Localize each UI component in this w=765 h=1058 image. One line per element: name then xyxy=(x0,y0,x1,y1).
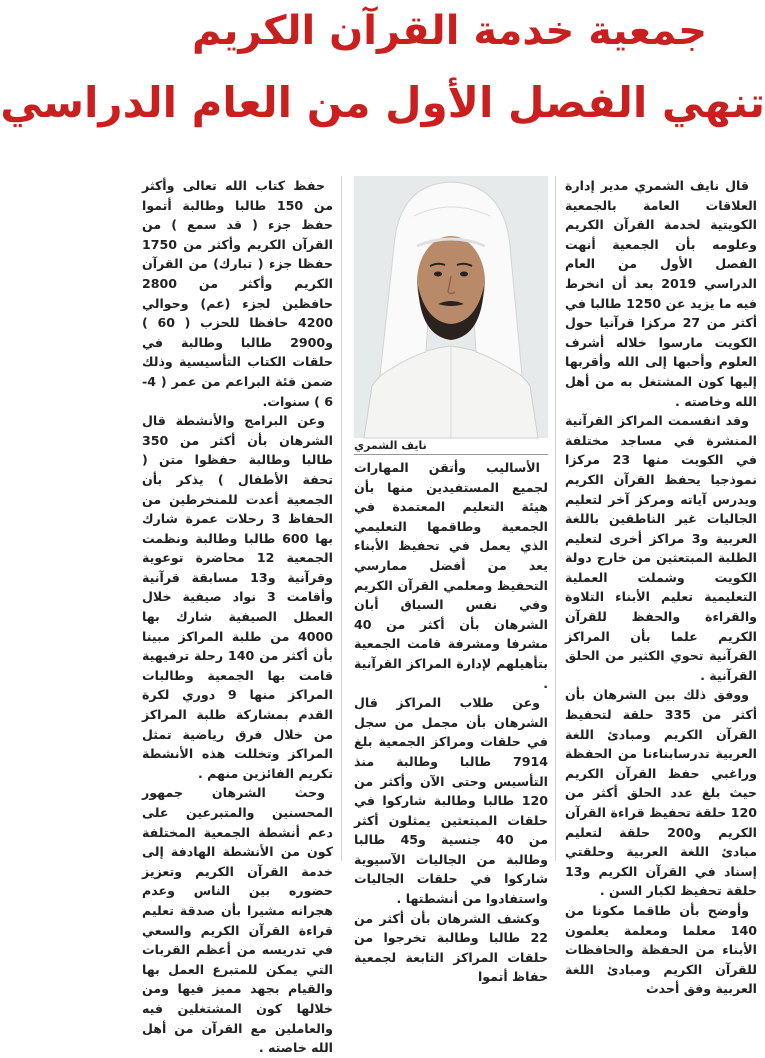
headline-line-2: تنهي الفصل الأول من العام الدراسي xyxy=(0,78,765,127)
paragraph: قال نايف الشمري مدير إدارة العلاقات العامة بالجمعية الكويتية لخدمة القرآن الكريم وعلومه بأن الجمعية أنهت الفصل الأول من العام الدراسي 2019 بعد أن انخرط فيه ما يزيد عن 1250 طالبا في أكثر من 27 مركزا قرآنيا حول الكويت مارسوا خلاله أشرف العلوم وأحبها إلى الله وأقربها إليها كون المشتغل به من أهل الله وخاصته . xyxy=(565,178,758,409)
article-column-middle xyxy=(354,458,548,985)
paragraph: وعن البرامج والأنشطة قال الشرهان بأن أكثر من 350 طالبا وطالبة حفظوا متن ( تحفة الأطفال ) يذكر بأن الجمعية أعدت للمنخرطين من الحفاظ 3 رحلات عمرة شارك بها 600 طالبا وطالبة ونظمت الجمعية 12 محاضرة توعوية وقرآنية و13 مسابقة قرآنية وأقامت 3 نواد صيفية خلال العطل الصيفية شارك بها 4000 من طلبة المراكز مبينا بأن أكثر من 140 رحلة ترفيهية قامت بها الجمعية وطالبات المراكز منها 9 دوري لكرة القدم بمشاركة طلبة المراكز من خلال فرق رياضية تمثل المراكز وتخللت هذه الأنشطة تكريم الفائزين منهم . xyxy=(142,413,333,781)
column-divider xyxy=(341,176,342,861)
article-column-left xyxy=(142,176,333,1056)
article-column-right xyxy=(565,176,758,997)
paragraph: الأساليب وأتقن المهارات لجميع المستفيدين منها بأن هيئة التعليم المعتمدة في الجمعية وطاقمها التعليمي الذي يعمل في تحفيظ الأبناء يعد من أفضل ممارسي التحفيظ ومعلمي القرآن الكريم وفي نفس السياق أبان الشرهان بأن أكثر من 40 مشرفا ومشرفة قامت الجمعية بتأهيلهم لإدارة المراكز القرآنية . xyxy=(354,460,548,691)
headline-line-1: جمعية خدمة القرآن الكريم xyxy=(191,8,708,54)
photo-caption: نايف الشمري xyxy=(354,438,548,455)
column-divider xyxy=(555,176,556,861)
paragraph: ووفق ذلك بين الشرهان بأن أكثر من 335 حلقة لتحفيظ القرآن الكريم ومبادئ اللغة العربية تدرسابناءنا من الحفظة وراغبي حفظ القرآن الكريم حيث بلغ عدد الحلق أكثر من 120 حلقة تحفيظ قراءة القرآن الكريم و200 حلقة لتعليم مبادئ اللغة العربية وحلقتي إسناد في القرآن الكريم و13 حلقة تحفيظ لكبار السن . xyxy=(565,687,758,899)
portrait-illustration xyxy=(354,176,548,438)
portrait-photo xyxy=(354,176,548,438)
paragraph: وكشف الشرهان بأن أكثر من 22 طالبا وطالبة تخرجوا من حلقات المراكز التابعة لجمعية حفاظ أتموا xyxy=(354,910,548,985)
paragraph: وحث الشرهان جمهور المحسنين والمتبرعين على دعم أنشطة الجمعية المختلفة كون من الأنشطة الهادفة إلى خدمة القرآن الكريم وتعزيز حضوره بين الناس وعدم هجرانه مشيرا بأن صدقة تعليم قراءة القرآن الكريم والسعي في تدريسه من أعظم القربات التي يمكن للمتبرع العمل بها والقيام بجهد مميز فيها ومن خلالها كون المشتغلين فيه والعاملين مع القرآن من أهل الله خاصته . xyxy=(142,785,333,1056)
paragraph: وقد انقسمت المراكز القرآنية المنشرة في مساجد مختلفة في الكويت منها 23 مركزا نموذجيا يحفظ القرآن الكريم ويدرس آياته ومركز آخر لتعليم الجاليات غير الناطقين باللغة العربية و3 مراكز أخرى لتعليم الطلبة المبتعثين من خارج دولة الكويت وشملت العملية التعليمية تعليم الأبناء التلاوة والقراءة والحفظ للقرآن الكريم علما بأن المراكز القرآنية تحوي الكثير من الحلق القرآنية . xyxy=(565,413,757,683)
paragraph: وأوضح بأن طاقما مكونا من 140 معلما ومعلمة يعلمون الأبناء من الحفظة والحافظات للقرآن الكريم ومبادئ اللغة العربية وفق أحدث xyxy=(565,902,757,997)
paragraph: وعن طلاب المراكز قال الشرهان بأن مجمل من سجل في حلقات ومراكز الجمعية بلغ 7914 طالبا وطالبة منذ التأسيس وحتى الآن وأكثر من 120 طالبا وطالبة شاركوا في حلقات المبتعثين يمثلون أكثر من 40 جنسية و45 طالبا وطالبة من الجاليات الآسيوية شاركوا في حلقات الجاليات واستفادوا من أنشطتها . xyxy=(354,695,548,907)
paragraph: حفظ كتاب الله تعالى وأكثر من 150 طالبا وطالبة أتموا حفظ جزء ( قد سمع ) من القرآن الكريم وأكثر من 1750 حفظا جزء ( تبارك) من القرآن الكريم وأكثر من 2800 حافظين لجزء (عم) وحوالي 4200 حافظا للحزب ( 60 ) و2900 طالبا وطالبة في حلقات الكتاب التأسيسية وذلك ضمن فئة البراعم من عمر ( 4-6 ) سنوات. xyxy=(142,178,333,409)
